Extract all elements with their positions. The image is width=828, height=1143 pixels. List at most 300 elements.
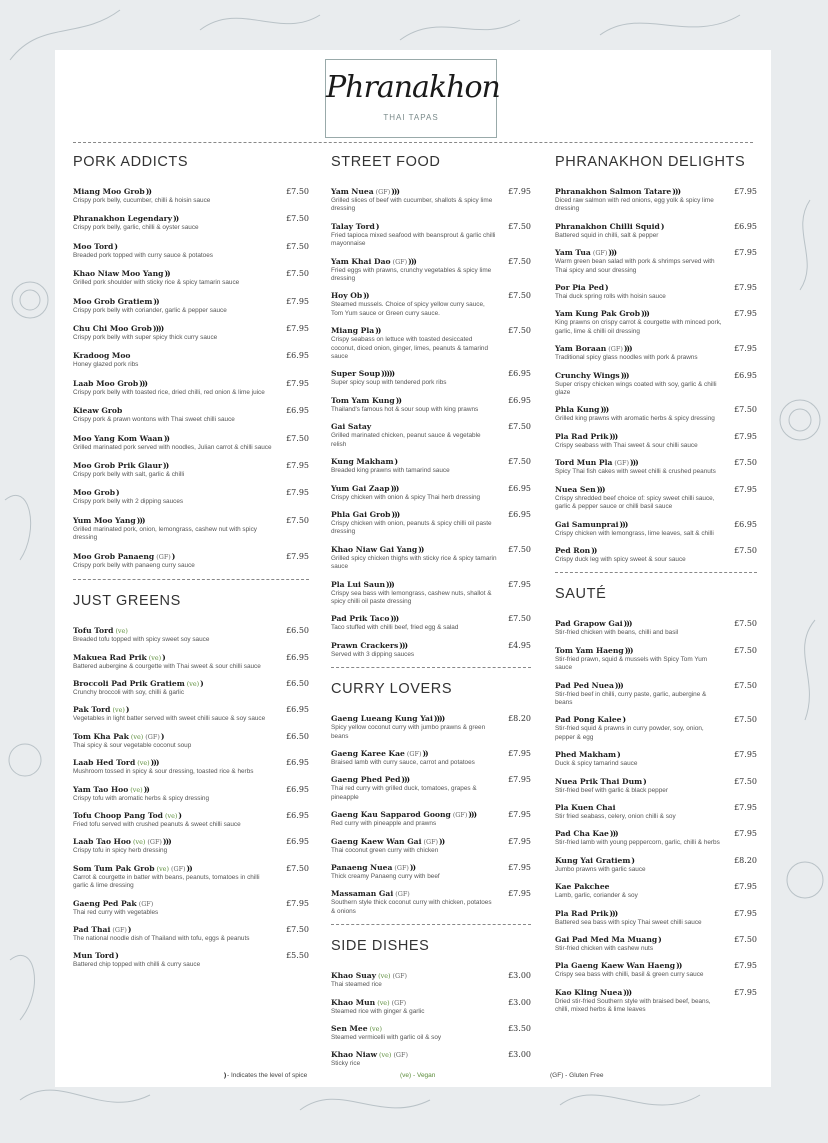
- dish-description: Crispy seabass on lettuce with toasted desiccated coconut, diced onion, ginger, limes, peanuts & tamarind sauce: [331, 336, 489, 361]
- dish-name: Phla Kung: [555, 405, 600, 415]
- dish-price: £7.95: [734, 187, 757, 196]
- dish-description: Thai steamed rice: [331, 981, 382, 989]
- dish-name: Gai Samunprai: [555, 519, 619, 529]
- dish-name: Pla Rad Prik: [555, 908, 609, 918]
- chilli-spice-icon: ))): [136, 515, 145, 525]
- dish-description: Spicy yellow coconut curry with jumbo prawns & green beans: [331, 724, 486, 740]
- gluten-free-tag: (GF): [112, 925, 127, 934]
- dish-name: Khao Suay: [331, 971, 377, 981]
- menu-item: [555, 309, 757, 336]
- header-divider: [73, 142, 753, 143]
- menu-item: [555, 458, 757, 476]
- dish-price: £7.95: [286, 378, 309, 388]
- dish-description: Thick creamy Panaeng curry with beef: [331, 873, 440, 880]
- chilli-spice-icon: ))): [623, 344, 632, 354]
- menu-item: [73, 951, 309, 969]
- restaurant-logo: [325, 59, 500, 138]
- dish-description: Crispy chicken with lemongrass, lime leaves, salt & chilli: [555, 529, 714, 537]
- dish-price: £7.95: [734, 309, 757, 319]
- menu-section: [555, 153, 757, 573]
- menu-item: [73, 626, 309, 644]
- dish-name: Phla Gai Grob: [331, 509, 391, 519]
- menu-item: [331, 837, 531, 855]
- menu-item: [73, 324, 309, 342]
- dish-price: £3.00: [508, 971, 531, 981]
- chilli-spice-icon: )): [676, 961, 682, 971]
- dish-price: £7.50: [508, 256, 531, 266]
- dish-name: Miang Moo Grob: [73, 187, 145, 196]
- menu-item: [73, 811, 309, 829]
- dish-description: Crispy pork & prawn wontons with Thai sweet chilli sauce: [73, 416, 235, 424]
- menu-section: [73, 592, 309, 970]
- chilli-spice-icon: ): [171, 551, 175, 561]
- gluten-free-tag: (GF): [156, 552, 171, 561]
- dish-description: Stir-fried squid & prawns in curry powder, soy, onion, pepper & egg: [555, 725, 704, 741]
- dish-price: £7.95: [508, 187, 531, 196]
- dish-description: Crispy chicken with onion & spicy Thai herb dressing: [331, 493, 481, 501]
- menu-item: [555, 909, 757, 927]
- dish-price: £7.95: [286, 461, 309, 471]
- chilli-spice-icon: ))): [390, 614, 399, 624]
- dish-description: Grilled pork shoulder with sticky rice & spicy tamarin sauce: [73, 279, 240, 287]
- chilli-spice-icon: ): [115, 951, 118, 961]
- menu-item: [555, 371, 757, 398]
- dish-price: £7.95: [734, 882, 757, 892]
- menu-section: [331, 937, 531, 1069]
- dish-price: £5.50: [286, 951, 309, 961]
- dish-price: £6.95: [286, 351, 309, 361]
- dish-name: Pla Kuen Chai: [555, 802, 616, 812]
- dish-description: Thai red curry with grilled duck, tomatoes, grapes & pineapple: [331, 785, 477, 801]
- dish-name: Crunchy Wings: [555, 370, 620, 380]
- dish-price: £6.95: [286, 810, 309, 820]
- menu-item: [73, 488, 309, 506]
- menu-item: [331, 1050, 531, 1068]
- dish-description: Stir-fried beef in chilli, curry paste, garlic, aubergine & beans: [555, 690, 707, 706]
- menu-item: [73, 552, 309, 570]
- dish-price: £7.95: [734, 987, 757, 997]
- chilli-spice-icon: )): [363, 291, 369, 301]
- chilli-spice-icon: ))): [390, 483, 399, 493]
- dish-price: £7.95: [734, 802, 757, 812]
- dish-description: Grilled spicy chicken thighs with sticky rice & spicy tamarin sauce: [331, 554, 497, 571]
- dish-price: £6.95: [734, 519, 757, 529]
- menu-item: [331, 422, 531, 449]
- chilli-spice-icon: ))): [641, 309, 649, 319]
- dish-description: Crispy tofu with aromatic herbs & spicy dressing: [73, 794, 210, 802]
- menu-item: [331, 187, 531, 214]
- dish-name: Pad Prik Taco: [331, 614, 390, 624]
- dish-description: Stir-fried chicken with cashew nuts: [555, 945, 654, 952]
- dish-name: Kieaw Grob: [73, 406, 123, 416]
- dish-description: Crispy sea bass with lemongrass, cashew nuts, shallot & spicy chilli oil paste dressing: [331, 589, 492, 605]
- dish-description: Grilled marinated pork, onion, lemongrass, cashew nut with spicy dressing: [73, 525, 257, 542]
- menu-column-right: [555, 153, 757, 1027]
- chilli-spice-icon: )): [145, 187, 151, 196]
- menu-item: [555, 882, 757, 900]
- chilli-spice-icon: ))): [399, 640, 408, 650]
- dish-name: Talay Tord: [331, 221, 375, 231]
- section-heading: PHRANAKHON DELIGHTS: [555, 154, 746, 170]
- dish-name: Moo Grob Panaeng: [73, 551, 155, 561]
- menu-column-left: [73, 153, 309, 982]
- dish-price: £7.95: [734, 344, 757, 354]
- chilli-spice-icon: )): [591, 545, 597, 555]
- chilli-spice-icon: )): [186, 863, 192, 873]
- dish-description: Crispy pork belly with toasted rice, dried chilli, red onion & lime juice: [73, 388, 265, 396]
- menu-item: [555, 619, 757, 637]
- chilli-spice-icon: )): [375, 326, 381, 336]
- dish-name: Pad Ped Nuea: [555, 680, 614, 690]
- menu-item: [331, 863, 531, 881]
- dish-description: Thai coconut green curry with chicken: [331, 846, 439, 854]
- menu-item: [555, 283, 757, 301]
- chilli-spice-icon: ): [178, 810, 181, 820]
- menu-column-middle: [331, 153, 531, 1081]
- menu-item: [73, 269, 309, 287]
- dish-description: Thai red curry with vegetables: [73, 908, 159, 916]
- menu-item: [555, 935, 757, 953]
- section-divider: [73, 579, 309, 580]
- dish-description: Stir-fried chicken with beans, chilli and basil: [555, 629, 679, 637]
- dish-price: £7.50: [286, 924, 309, 934]
- dish-price: £7.95: [734, 908, 757, 918]
- dish-description: Honey glazed pork ribs: [73, 361, 139, 369]
- dish-description: Served with 3 dipping sauces: [331, 650, 415, 658]
- chilli-spice-icon: ))): [150, 758, 159, 768]
- dish-name: Mun Tord: [73, 951, 115, 961]
- dish-name: Yum Gai Zaap: [331, 483, 390, 493]
- dish-description: Crispy pork belly with salt, garlic & chilli: [73, 471, 185, 479]
- gluten-free-tag: (GF): [614, 459, 629, 468]
- dish-name: Phed Makham: [555, 750, 617, 760]
- dish-name: Khao Niaw Gai Yang: [331, 544, 418, 554]
- vegan-tag: (ve): [130, 785, 143, 794]
- menu-item: [331, 222, 531, 249]
- dish-price: £6.50: [286, 731, 309, 741]
- dish-description: Battered aubergine & courgette with Thai sweet & sour chilli sauce: [73, 662, 261, 670]
- gluten-free-tag: (GF): [392, 257, 408, 266]
- dish-name: Yam Khai Dao: [331, 256, 391, 266]
- dish-price: £6.50: [286, 678, 309, 688]
- chilli-spice-icon: ): [375, 221, 379, 231]
- section-heading: STREET FOOD: [331, 154, 441, 170]
- chilli-spice-icon: )): [418, 544, 424, 554]
- dish-price: £7.95: [734, 750, 757, 760]
- dish-price: £7.95: [734, 484, 757, 494]
- dish-price: £7.95: [508, 863, 531, 872]
- dish-price: £6.95: [734, 221, 757, 231]
- dish-price: £6.95: [286, 406, 309, 416]
- menu-section: [331, 153, 531, 668]
- chilli-spice-icon: ): [643, 776, 646, 786]
- dish-name: Pad Grapow Gai: [555, 619, 623, 629]
- logo-title: Phranakhon: [326, 70, 500, 105]
- menu-item: [331, 775, 531, 802]
- dish-name: Gaeng Kaew Wan Gai: [331, 836, 422, 846]
- section-heading: SIDE DISHES: [331, 938, 430, 955]
- dish-price: £7.95: [286, 296, 309, 306]
- dish-name: Phranakhon Legendary: [73, 214, 173, 224]
- dish-name: Tofu Tord: [73, 626, 114, 636]
- menu-item: [73, 187, 309, 205]
- chilli-spice-icon: )): [395, 395, 401, 405]
- chilli-spice-icon: )))): [433, 714, 445, 724]
- dish-name: Gaeng Phed Ped: [331, 775, 401, 785]
- chilli-spice-icon: ): [605, 283, 608, 293]
- dish-price: £7.95: [734, 431, 757, 441]
- dish-price: £8.20: [508, 714, 531, 724]
- chilli-spice-icon: ))): [596, 484, 605, 494]
- menu-item: [73, 785, 309, 803]
- menu-section: [555, 585, 757, 1014]
- dish-description: Warm green bean salad with pork & shrimps served with Thai spicy and sour dressing: [555, 258, 715, 274]
- dish-name: Khao Niaw Moo Yang: [73, 269, 164, 279]
- dish-name: Kung Makham: [331, 457, 394, 467]
- menu-item: [73, 406, 309, 424]
- menu-item: [331, 510, 531, 537]
- menu-item: [331, 810, 531, 828]
- dish-price: £6.95: [286, 837, 309, 847]
- chilli-spice-icon: ))): [609, 829, 618, 839]
- dish-price: £7.50: [734, 645, 757, 655]
- dish-name: Gai Satay: [331, 422, 372, 432]
- chilli-spice-icon: ): [116, 488, 119, 498]
- dish-description: Southern style thick coconut curry with chicken, potatoes & onions: [331, 899, 492, 915]
- vegan-tag: (ve): [164, 811, 178, 820]
- dish-description: Traditional spicy glass noodles with pork & prawns: [555, 354, 698, 362]
- menu-item: [331, 545, 531, 572]
- chilli-icon: ): [224, 1072, 226, 1079]
- chilli-spice-icon: )))): [152, 324, 164, 334]
- dish-description: Battered sea bass with spicy Thai sweet chilli sauce: [555, 918, 702, 926]
- dish-name: Yam Tao Hoo: [73, 784, 129, 794]
- dish-name: Pla Lui Saun: [331, 579, 385, 589]
- legend-spice: ) - Indicates the level of spice: [224, 1072, 308, 1079]
- dish-description: Mushroom tossed in spicy & sour dressing, toasted rice & herbs: [73, 768, 254, 776]
- dish-price: £7.50: [734, 680, 757, 690]
- chilli-spice-icon: ))): [600, 405, 609, 415]
- gluten-free-tag: (GF): [452, 811, 468, 820]
- dish-description: Fried tofu served with crushed peanuts & sweet chilli sauce: [73, 820, 241, 828]
- chilli-spice-icon: ))): [629, 458, 638, 468]
- gluten-free-tag: (GF): [592, 249, 608, 258]
- section-divider: [331, 924, 531, 925]
- chilli-spice-icon: ))): [408, 256, 416, 266]
- dish-name: Tom Yam Haeng: [555, 645, 624, 655]
- dish-price: £7.50: [734, 776, 757, 786]
- dish-price: £7.50: [286, 269, 309, 279]
- vegan-tag: (ve): [130, 732, 144, 741]
- menu-item: [555, 715, 757, 742]
- dish-price: £3.50: [508, 1024, 531, 1034]
- dish-description: Red curry with pineapple and prawns: [331, 820, 437, 828]
- dish-description: Grilled slices of beef with cucumber, shallots & spicy lime dressing: [331, 197, 493, 213]
- dish-name: Laab Hed Tord: [73, 758, 136, 768]
- menu-item: [555, 344, 757, 362]
- menu-item: [555, 520, 757, 538]
- dish-name: Gaeng Ped Pak: [73, 898, 137, 908]
- dish-description: Crispy pork belly with coriander, garlic & pepper sauce: [73, 306, 227, 314]
- chilli-spice-icon: ): [660, 221, 664, 231]
- dish-description: Diced raw salmon with red onions, egg yolk & spicy lime dressing: [555, 197, 714, 213]
- dish-description: Battered chip topped with chilli & curry sauce: [73, 961, 201, 969]
- section-divider: [555, 572, 757, 573]
- dish-price: £6.95: [508, 483, 531, 493]
- menu-item: [331, 580, 531, 607]
- chilli-spice-icon: ): [127, 924, 131, 934]
- menu-item: [73, 925, 309, 943]
- menu-section: [331, 680, 531, 925]
- dish-name: Yam Nuea: [331, 187, 374, 196]
- chilli-spice-icon: ): [617, 750, 620, 760]
- chilli-spice-icon: ))): [619, 519, 628, 529]
- chilli-spice-icon: ))): [608, 248, 617, 258]
- chilli-spice-icon: ))): [623, 619, 632, 629]
- menu-section: [73, 153, 309, 580]
- gluten-free-tag: (GF): [147, 838, 162, 847]
- dish-description: Vegetables in light batter served with sweet chilli sauce & soy sauce: [73, 715, 266, 723]
- dish-name: Moo Tord: [73, 241, 114, 251]
- dish-price: £7.50: [508, 291, 531, 301]
- dish-name: Yam Boraan: [555, 344, 607, 354]
- menu-item: [555, 248, 757, 275]
- dish-name: Ped Ron: [555, 545, 591, 555]
- chilli-spice-icon: ))))): [381, 369, 395, 379]
- dish-name: Super Soup: [331, 369, 381, 379]
- dish-name: Kradoog Moo: [73, 351, 131, 361]
- dish-name: Chu Chi Moo Grob: [73, 324, 152, 334]
- dish-price: £7.95: [734, 283, 757, 293]
- dish-name: Por Pia Ped: [555, 283, 605, 293]
- dish-name: Miang Pla: [331, 326, 375, 336]
- dish-price: £3.00: [508, 1050, 531, 1060]
- chilli-spice-icon: ): [125, 705, 129, 715]
- chilli-spice-icon: ))): [468, 810, 477, 820]
- menu-item: [73, 516, 309, 543]
- dish-price: £7.50: [734, 458, 757, 468]
- chilli-spice-icon: ): [160, 731, 164, 741]
- dish-name: Pla Gaeng Kaew Wan Haeng: [555, 961, 676, 971]
- menu-item: [555, 405, 757, 423]
- gluten-free-tag: (GF): [392, 972, 408, 981]
- dish-price: £7.95: [508, 810, 531, 820]
- menu-item: [73, 297, 309, 315]
- chilli-spice-icon: ))): [609, 431, 618, 441]
- dish-description: Thai spicy & sour vegetable coconut soup: [73, 741, 192, 749]
- dish-price: £6.95: [286, 652, 309, 662]
- dish-price: £7.50: [508, 544, 531, 554]
- dish-description: Crispy chicken with onion, peanuts & spicy chilli oil paste dressing: [331, 519, 492, 536]
- dish-price: £7.95: [286, 488, 309, 498]
- dish-description: Thai duck spring rolls with hoisin sauce: [555, 293, 666, 301]
- chilli-spice-icon: ))): [620, 370, 629, 380]
- menu-item: [73, 679, 309, 697]
- menu-item: [555, 485, 757, 512]
- dish-description: Jumbo prawns with garlic sauce: [555, 865, 646, 873]
- dish-name: Som Tum Pak Grob: [73, 863, 155, 873]
- dish-name: Gai Pad Med Ma Muang: [555, 935, 658, 944]
- menu-item: [331, 369, 531, 387]
- dish-description: Crispy pork belly, garlic, chilli & oyster sauce: [73, 224, 199, 232]
- section-heading: SAUTÉ: [555, 586, 607, 603]
- legend-gluten-free: (GF) - Gluten Free: [550, 1072, 604, 1079]
- dish-price: £7.50: [508, 221, 531, 231]
- dish-description: Steamed rice with ginger & garlic: [331, 1007, 425, 1015]
- section-heading: PORK ADDICTS: [73, 154, 189, 170]
- menu-item: [73, 758, 309, 776]
- menu-item: [555, 777, 757, 795]
- menu-item: [555, 646, 757, 673]
- dish-name: Pak Tord: [73, 705, 111, 715]
- dish-price: £6.95: [508, 395, 531, 405]
- dish-price: £6.95: [734, 370, 757, 380]
- menu-item: [555, 546, 757, 564]
- dish-description: Breaded tofu topped with spicy sweet soy sauce: [73, 636, 210, 644]
- dish-name: Kao Kling Nuea: [555, 987, 623, 997]
- dish-description: Crispy pork belly, cucumber, chilli & hoisin sauce: [73, 197, 211, 204]
- dish-price: £7.95: [508, 579, 531, 589]
- gluten-free-tag: (GF): [395, 890, 410, 899]
- dish-name: Phranakhon Chilli Squid: [555, 221, 660, 231]
- dish-price: £6.95: [508, 509, 531, 519]
- vegan-tag: (ve): [379, 1051, 392, 1060]
- menu-item: [331, 326, 531, 361]
- dish-description: Thailand's famous hot & sour soup with king prawns: [331, 405, 479, 413]
- menu-item: [555, 803, 757, 821]
- menu-page: [55, 50, 771, 1087]
- menu-item: [331, 396, 531, 414]
- vegan-tag: (ve): [378, 972, 391, 981]
- chilli-spice-icon: )): [164, 269, 170, 279]
- dish-price: £8.20: [734, 855, 757, 865]
- gluten-free-tag: (GF): [375, 188, 391, 196]
- dish-description: Grilled marinated chicken, peanut sauce & vegetable relish: [331, 432, 481, 448]
- menu-item: [73, 379, 309, 397]
- dish-price: £7.50: [286, 214, 309, 224]
- chilli-spice-icon: ): [394, 457, 398, 467]
- dish-description: Grilled marinated pork served with noodles, Julian carrot & chilli sauce: [73, 443, 272, 451]
- dish-price: £6.95: [286, 705, 309, 715]
- menu-item: [331, 291, 531, 318]
- dish-description: Stir-fried lamb with young peppercorn, garlic, chilli & herbs: [555, 839, 720, 847]
- dish-description: Breaded pork topped with curry sauce & potatoes: [73, 251, 213, 259]
- dish-price: £7.50: [286, 863, 309, 873]
- dish-name: Tom Yam Kung: [331, 395, 395, 405]
- gluten-free-tag: (GF): [138, 899, 154, 908]
- dish-name: Gaeng Lueang Kung Yai: [331, 714, 433, 724]
- dish-name: Prawn Crackers: [331, 640, 399, 650]
- dish-description: Stir-fried prawn, squid & mussels with Spicy Tom Yum sauce: [555, 655, 708, 672]
- dish-price: £3.00: [508, 997, 531, 1007]
- dish-name: Moo Yang Kom Waan: [73, 433, 163, 443]
- dish-description: Stir-fried beef with garlic & black pepper: [555, 786, 668, 794]
- dish-price: £7.50: [508, 457, 531, 467]
- dish-name: Tofu Choop Pang Tod: [73, 810, 163, 820]
- dish-description: Dried stir-fried Southern style with braised beef, beans, chilli, mixed herbs & lime leaves: [555, 997, 711, 1014]
- vegan-tag: (ve): [148, 653, 162, 662]
- chilli-spice-icon: ): [114, 241, 117, 251]
- dish-description: Grilled king prawns with aromatic herbs & spicy dressing: [555, 415, 715, 423]
- dish-name: Yam Tua: [555, 248, 591, 258]
- dish-name: Massaman Gai: [331, 889, 394, 899]
- dish-description: Carrot & courgette in batter with beans, peanuts, tomatoes in chilli garlic & lime dressing: [73, 873, 260, 890]
- dish-name: Moo Grob Gratiem: [73, 296, 153, 306]
- dish-description: Lamb, garlic, coriander & soy: [555, 892, 638, 900]
- dish-name: Makuea Rad Prik: [73, 652, 147, 662]
- chilli-spice-icon: ): [162, 652, 165, 662]
- menu-item: [555, 856, 757, 874]
